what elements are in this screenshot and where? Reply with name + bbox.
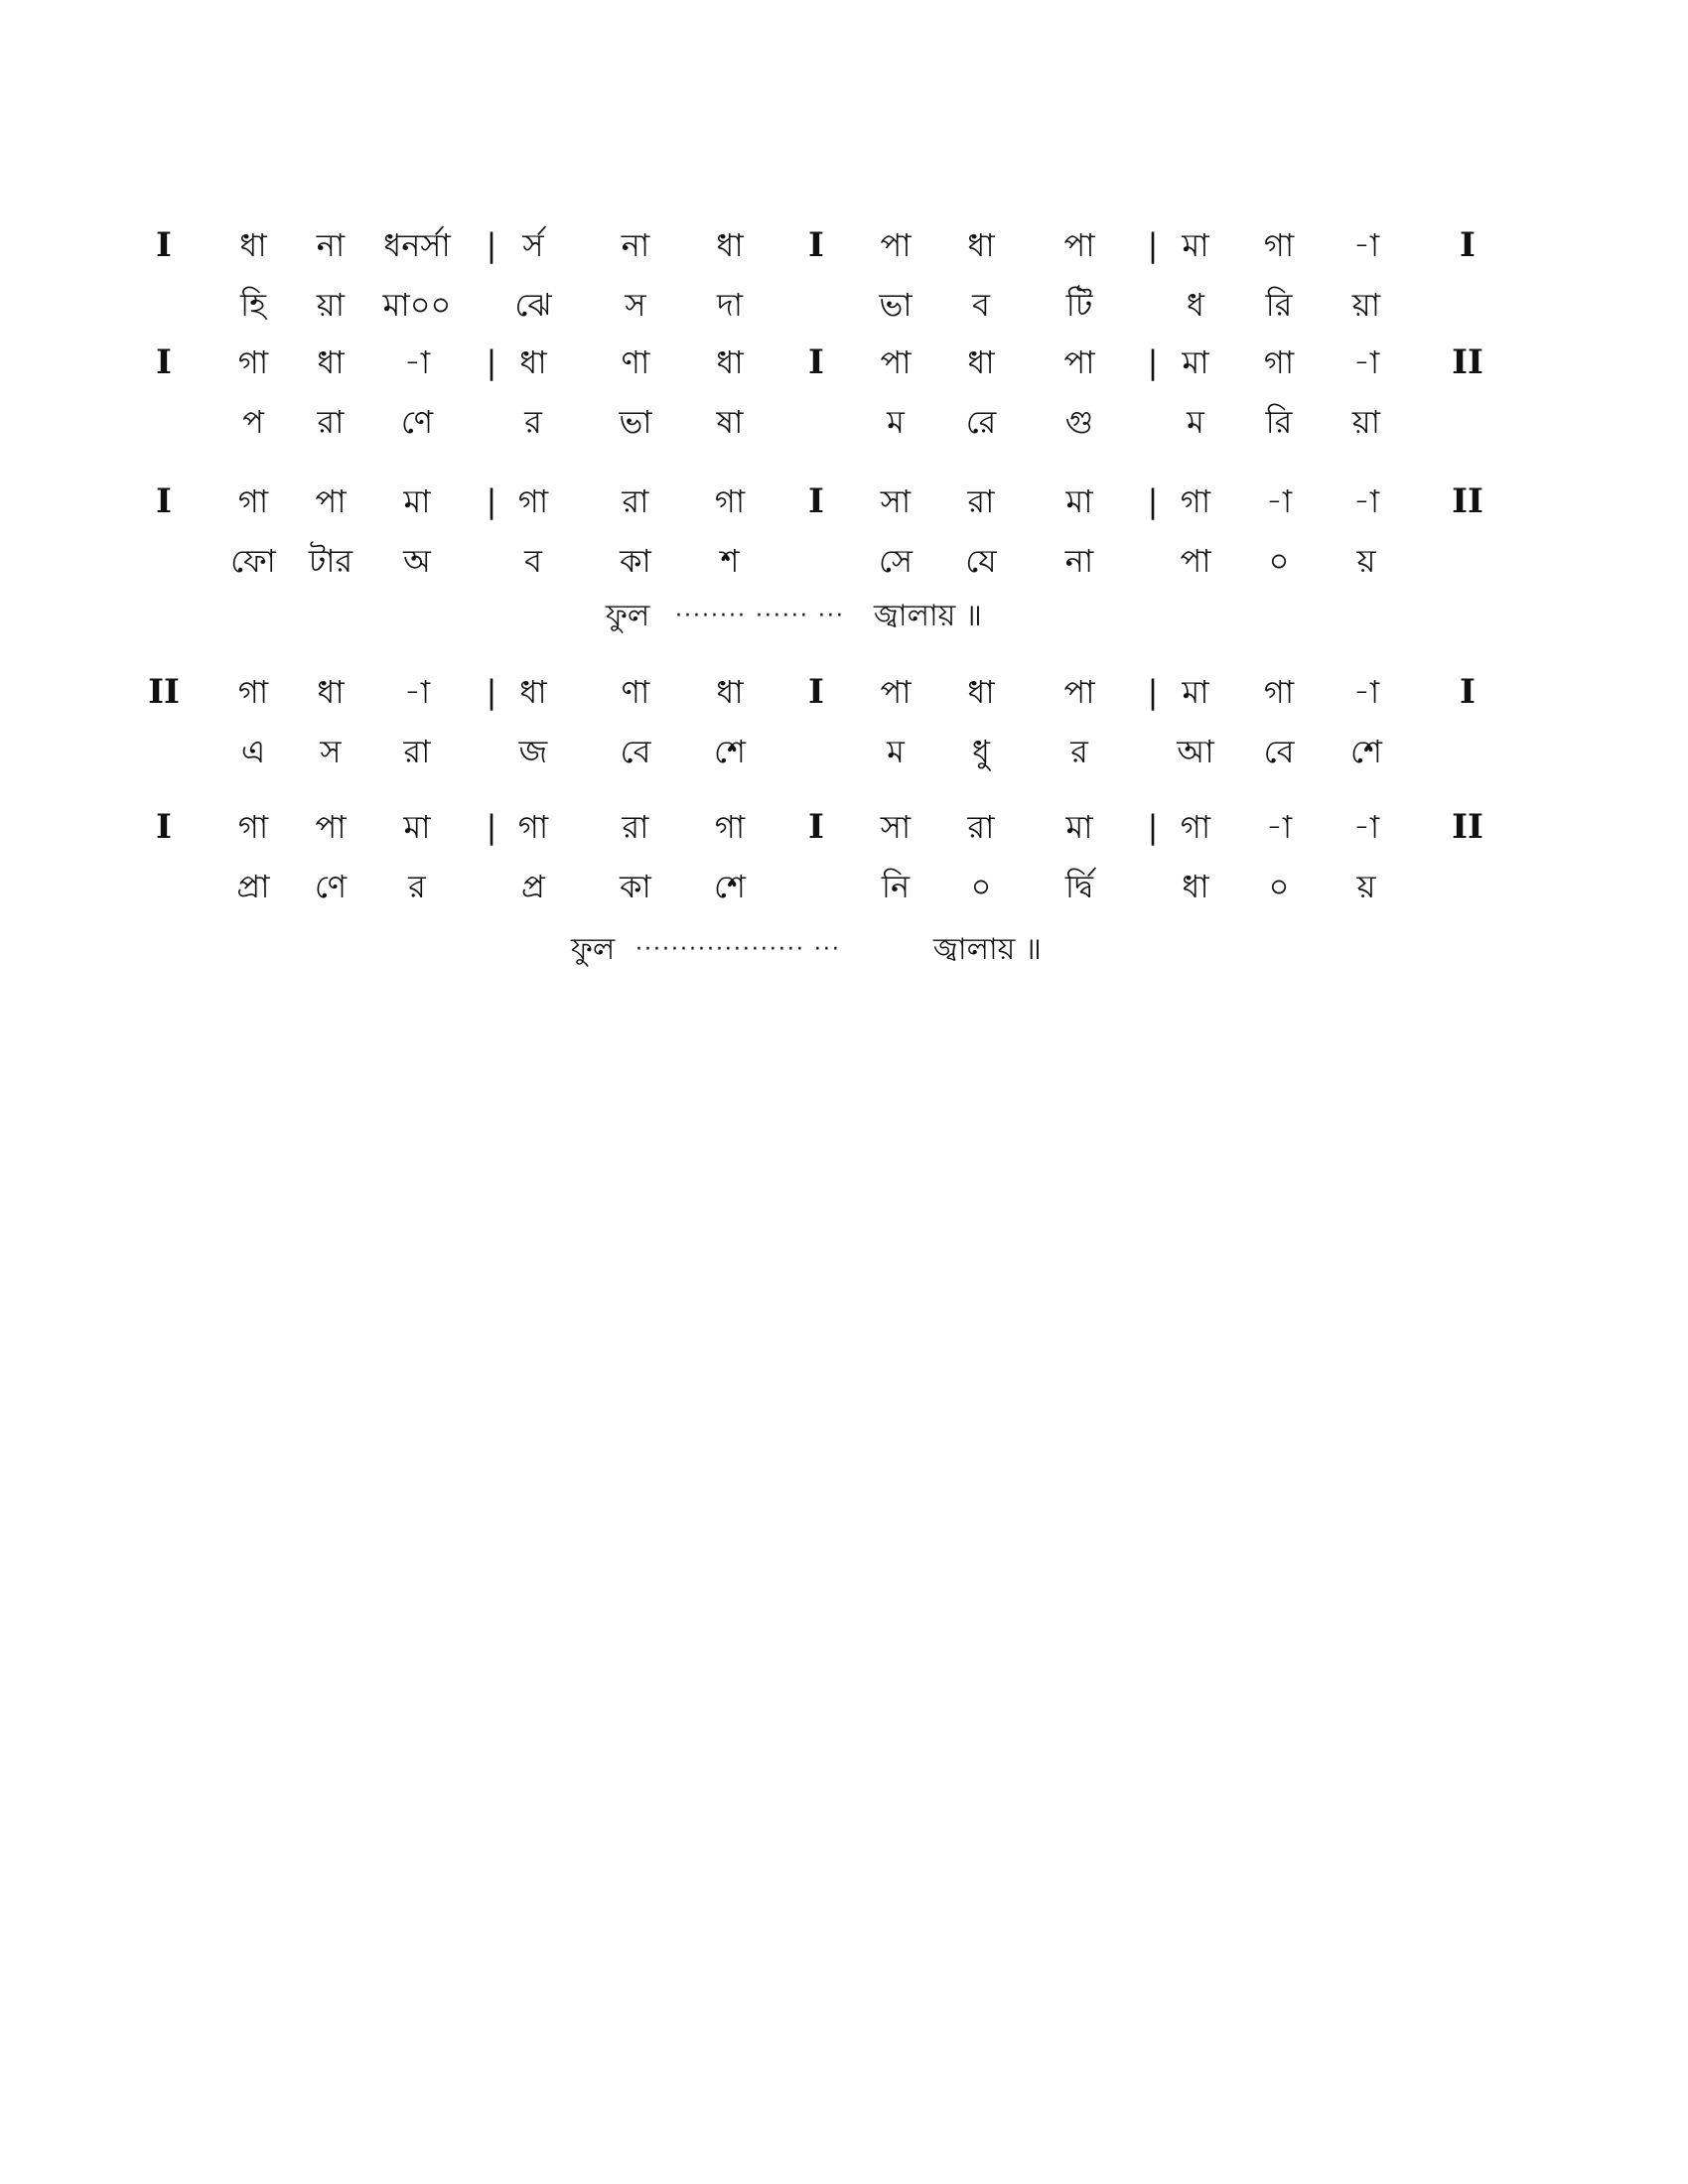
swara-note: ধা [317,673,345,711]
swara-note: গা [1263,226,1295,264]
lyric-syllable: ০ [970,868,992,905]
lyric-syllable: রা [403,733,431,770]
bar-line: II [148,672,180,712]
bar-line: I [1460,672,1476,712]
lyric-syllable: শে [714,733,746,770]
swara-note: গা [237,482,269,520]
swara-note: ধা [967,226,995,264]
swara-note: মা [403,808,431,846]
swara-note: না [621,226,650,264]
refrain-line [0,592,1688,641]
swara-note: ধনর্সা [383,226,451,264]
lyric-syllable: রি [1265,403,1293,441]
swara-note: ধা [716,673,744,711]
bar-line: | [486,673,497,711]
lyric-syllable: র [1070,733,1088,770]
lyric-syllable: রি [1265,286,1293,324]
swara-row [0,477,1688,526]
swara-note: না [316,226,346,264]
swara-note: সা [880,482,912,520]
lyric-syllable: হি [240,286,266,324]
swara-note: গা [237,343,269,381]
refrain-dots: ··················· ··· [635,937,841,962]
lyric-syllable: জ [518,733,548,770]
swara-note: -া [1265,482,1293,520]
swara-row [0,338,1688,387]
lyric-syllable: শে [714,868,746,905]
lyric-row [0,862,1688,911]
bar-line: I [808,342,824,382]
lyric-syllable: প [242,403,264,441]
lyric-syllable: ধ [1187,286,1204,324]
swara-note: -া [1352,482,1380,520]
bar-line: II [1452,342,1483,382]
lyric-syllable: ষা [716,403,744,441]
lyric-syllable: শে [1350,733,1382,770]
bar-line: I [1460,225,1476,265]
swara-note: ধা [716,226,744,264]
lyric-syllable: স [320,733,342,770]
lyric-syllable: ০ [1268,542,1290,580]
swara-note: পা [315,482,347,520]
lyric-syllable: ণে [400,403,434,441]
bar-line: I [808,481,824,521]
swara-note: -া [1265,808,1293,846]
lyric-syllable: শ [720,542,740,580]
lyric-syllable: টি [1065,286,1093,324]
swara-note: গা [1180,808,1211,846]
lyric-syllable: রা [317,403,345,441]
lyric-syllable: মা০০ [382,286,452,324]
swara-note: সা [880,808,912,846]
swara-note: পা [1063,226,1095,264]
swara-note: পা [1063,343,1095,381]
bar-line: | [486,808,497,846]
swara-note: পা [880,226,912,264]
swara-note: ধা [239,226,267,264]
swara-note: গা [714,808,746,846]
lyric-syllable: য় [1356,542,1376,580]
lyric-syllable: য়া [1351,286,1381,324]
lyric-syllable: রে [965,403,997,441]
swara-note: ধা [967,673,995,711]
swara-note: গা [517,808,549,846]
refrain-dots: ········ ······ ··· [675,604,845,628]
swara-note: -া [1352,343,1380,381]
swara-note: মা [1182,343,1209,381]
refrain-start: ফুল [606,599,650,633]
lyric-syllable: র [524,403,542,441]
lyric-syllable: এ [240,733,266,770]
lyric-syllable: স [625,286,646,324]
swara-note: র্স [522,226,544,264]
lyric-syllable: নি [881,868,911,905]
swara-note: পা [315,808,347,846]
bar-line: I [808,672,824,712]
swara-note: ণা [621,673,650,711]
bar-line: | [1147,482,1159,520]
lyric-syllable: পা [1180,542,1211,580]
swara-note: -া [1352,226,1380,264]
swara-note: ধা [519,343,547,381]
swara-note: -া [1352,808,1380,846]
lyric-syllable: ধু [972,733,990,770]
lyric-syllable: প্রা [236,868,270,905]
swara-note: গা [1263,343,1295,381]
bar-line: II [1452,807,1483,847]
bar-line: I [156,481,172,521]
lyric-syllable: র [408,868,426,905]
bar-line: I [156,342,172,382]
lyric-syllable: কা [620,868,651,905]
lyric-syllable: টার [308,542,353,580]
bar-line: I [156,807,172,847]
refrain-line [0,925,1688,975]
swara-note: ধা [716,343,744,381]
swara-note: রা [622,808,649,846]
lyric-syllable: ব [972,286,990,324]
lyric-syllable: ভা [879,286,913,324]
bar-line: II [1452,481,1483,521]
lyric-syllable: প্র [521,868,545,905]
lyric-syllable: দা [716,286,744,324]
swara-note: রা [622,482,649,520]
refrain-start: ফুল [571,932,616,967]
lyric-syllable: ভা [619,403,652,441]
swara-note: ধা [967,343,995,381]
swara-note: গা [517,482,549,520]
lyric-syllable: য়া [316,286,346,324]
bar-line: | [486,226,497,264]
lyric-syllable: যে [965,542,997,580]
bar-line: I [156,225,172,265]
lyric-syllable: ব [524,542,542,580]
swara-note: রা [967,808,995,846]
swara-note: পা [880,673,912,711]
swara-note: ণা [621,343,650,381]
lyric-syllable: য় [1356,868,1376,905]
lyric-syllable: ম [887,733,905,770]
lyric-syllable: ণে [314,868,348,905]
swara-note: রা [967,482,995,520]
lyric-row [0,280,1688,330]
refrain-end: জ্বালায় ॥ [874,599,982,633]
lyric-syllable: ম [887,403,905,441]
swara-note: মা [403,482,431,520]
bar-line: I [808,225,824,265]
swara-note: গা [237,808,269,846]
lyric-syllable: গু [1064,403,1094,441]
lyric-syllable: সে [878,542,914,580]
swara-note: -া [403,673,431,711]
swara-note: ধা [519,673,547,711]
bar-line: | [1147,808,1159,846]
swara-note: মা [1182,673,1209,711]
lyric-syllable: ম [1187,403,1204,441]
bar-line: I [808,807,824,847]
lyric-syllable: বে [620,733,651,770]
swara-row [0,802,1688,852]
swara-note: পা [1063,673,1095,711]
lyric-syllable: অ [403,542,431,580]
swara-note: গা [1263,673,1295,711]
lyric-row [0,727,1688,776]
lyric-syllable: আ [1177,733,1214,770]
lyric-syllable: ধা [1182,868,1209,905]
swara-note: মা [1065,482,1093,520]
swara-note: গা [714,482,746,520]
swara-note: গা [1180,482,1211,520]
lyric-syllable: য়া [1351,403,1381,441]
lyric-syllable: না [1064,542,1094,580]
swara-note: মা [1182,226,1209,264]
lyric-syllable: ঝে [514,286,552,324]
swara-row [0,667,1688,717]
lyric-syllable: ফো [230,542,276,580]
lyric-row [0,536,1688,586]
lyric-syllable: বে [1263,733,1295,770]
refrain-end: জ্বালায় ॥ [933,932,1042,967]
lyric-row [0,397,1688,447]
bar-line: | [1147,673,1159,711]
lyric-syllable: ০ [1268,868,1290,905]
bar-line: | [486,482,497,520]
bar-line: | [486,343,497,381]
lyric-syllable: কা [620,542,651,580]
bar-line: | [1147,226,1159,264]
swara-note: -া [403,343,431,381]
bar-line: | [1147,343,1159,381]
swara-note: পা [880,343,912,381]
swara-note: -া [1352,673,1380,711]
swara-row [0,220,1688,270]
swara-note: গা [237,673,269,711]
swara-note: ধা [317,343,345,381]
lyric-syllable: র্দ্বি [1064,868,1094,905]
swara-note: মা [1065,808,1093,846]
